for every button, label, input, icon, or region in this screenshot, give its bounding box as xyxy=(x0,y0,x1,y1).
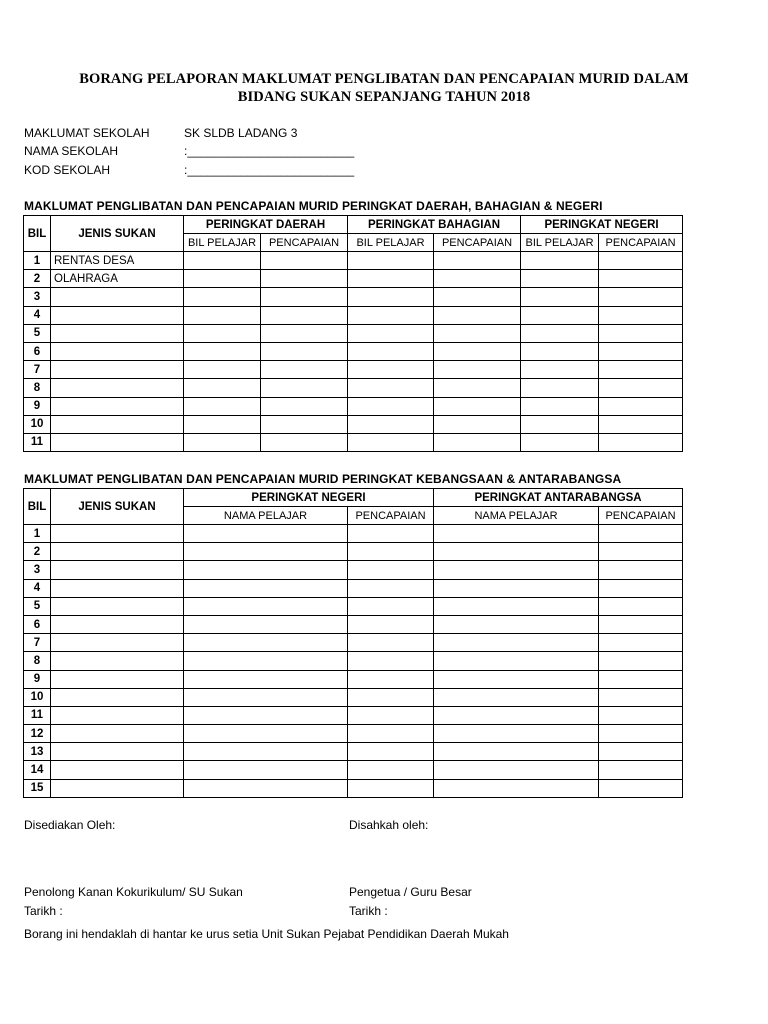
date-right-label: Tarikh : xyxy=(349,904,388,918)
school-name-row xyxy=(24,144,354,158)
table-row xyxy=(24,306,683,324)
entry-cell[interactable] xyxy=(434,270,521,288)
sport-type-cell[interactable] xyxy=(51,288,184,306)
entry-cell[interactable] xyxy=(434,543,599,561)
approved-role: Pengetua / Guru Besar xyxy=(349,885,472,899)
entry-cell[interactable] xyxy=(434,306,521,324)
table-row xyxy=(24,688,683,706)
national-international-table xyxy=(23,488,683,798)
row-number: 7 xyxy=(24,634,51,652)
row-number: 3 xyxy=(24,288,51,306)
entry-cell[interactable] xyxy=(434,361,521,379)
table-row xyxy=(24,652,683,670)
sport-type-cell[interactable] xyxy=(51,652,184,670)
entry-cell[interactable] xyxy=(348,379,434,397)
sport-type-cell[interactable] xyxy=(51,670,184,688)
row-number: 11 xyxy=(24,433,51,451)
table-row xyxy=(24,397,683,415)
entry-cell[interactable] xyxy=(599,761,683,779)
entry-cell[interactable] xyxy=(348,543,434,561)
entry-cell[interactable] xyxy=(599,379,683,397)
row-number: 7 xyxy=(24,361,51,379)
entry-cell[interactable] xyxy=(599,652,683,670)
table-row xyxy=(24,324,683,342)
entry-cell[interactable] xyxy=(184,306,261,324)
entry-cell[interactable] xyxy=(184,433,261,451)
entry-cell[interactable] xyxy=(348,634,434,652)
entry-cell[interactable] xyxy=(261,270,348,288)
row-number: 6 xyxy=(24,342,51,360)
entry-cell[interactable] xyxy=(348,706,434,724)
row-number: 8 xyxy=(24,379,51,397)
sport-type-cell[interactable] xyxy=(51,615,184,633)
entry-cell[interactable] xyxy=(599,270,683,288)
entry-cell[interactable] xyxy=(599,433,683,451)
table-row xyxy=(24,379,683,397)
sport-type-cell[interactable] xyxy=(51,543,184,561)
entry-cell[interactable] xyxy=(434,615,599,633)
entry-cell[interactable] xyxy=(348,306,434,324)
school-name-field[interactable]: :_________________________ xyxy=(184,144,355,158)
entry-cell[interactable] xyxy=(261,288,348,306)
sport-type-cell[interactable] xyxy=(51,525,184,543)
table-row xyxy=(24,761,683,779)
entry-cell[interactable] xyxy=(261,379,348,397)
school-info-label: MAKLUMAT SEKOLAH xyxy=(24,126,150,140)
entry-cell[interactable] xyxy=(599,725,683,743)
entry-cell[interactable] xyxy=(348,579,434,597)
entry-cell[interactable] xyxy=(184,288,261,306)
school-code-row xyxy=(24,163,354,177)
sub-col-header: BIL PELAJAR xyxy=(521,234,599,252)
entry-cell[interactable] xyxy=(599,306,683,324)
entry-cell[interactable] xyxy=(348,615,434,633)
entry-cell[interactable] xyxy=(434,397,521,415)
entry-cell[interactable] xyxy=(599,779,683,797)
col-jenis-sukan-header: JENIS SUKAN xyxy=(51,489,184,525)
entry-cell[interactable] xyxy=(599,688,683,706)
entry-cell[interactable] xyxy=(348,761,434,779)
entry-cell[interactable] xyxy=(348,342,434,360)
entry-cell[interactable] xyxy=(184,743,348,761)
entry-cell[interactable] xyxy=(599,634,683,652)
entry-cell[interactable] xyxy=(521,397,599,415)
group-daerah-header: PERINGKAT DAERAH xyxy=(184,216,348,234)
school-name-label: NAMA SEKOLAH xyxy=(24,144,119,158)
entry-cell[interactable] xyxy=(599,252,683,270)
row-number: 10 xyxy=(24,415,51,433)
entry-cell[interactable] xyxy=(261,342,348,360)
sport-type-cell[interactable] xyxy=(51,361,184,379)
table-row xyxy=(24,743,683,761)
group-bahagian-header: PERINGKAT BAHAGIAN xyxy=(348,216,521,234)
sub-col-header: NAMA PELAJAR xyxy=(184,507,348,525)
sport-type-cell[interactable] xyxy=(51,306,184,324)
sport-type-cell[interactable] xyxy=(51,688,184,706)
group-negeri-header: PERINGKAT NEGERI xyxy=(184,489,434,507)
entry-cell[interactable] xyxy=(434,670,599,688)
row-number: 5 xyxy=(24,597,51,615)
sport-type-cell[interactable] xyxy=(51,379,184,397)
sub-col-header: PENCAPAIAN xyxy=(261,234,348,252)
entry-cell[interactable] xyxy=(261,415,348,433)
entry-cell[interactable] xyxy=(348,670,434,688)
sub-col-header: PENCAPAIAN xyxy=(434,234,521,252)
entry-cell[interactable] xyxy=(434,743,599,761)
entry-cell[interactable] xyxy=(184,688,348,706)
entry-cell[interactable] xyxy=(348,397,434,415)
entry-cell[interactable] xyxy=(184,706,348,724)
row-number: 15 xyxy=(24,779,51,797)
entry-cell[interactable] xyxy=(184,634,348,652)
table-row xyxy=(24,725,683,743)
entry-cell[interactable] xyxy=(184,543,348,561)
table-row xyxy=(24,615,683,633)
table-row xyxy=(24,288,683,306)
entry-cell[interactable] xyxy=(348,725,434,743)
entry-cell[interactable] xyxy=(434,288,521,306)
sport-type-cell[interactable] xyxy=(51,433,184,451)
entry-cell[interactable] xyxy=(184,579,348,597)
table-row xyxy=(24,543,683,561)
entry-cell[interactable] xyxy=(521,324,599,342)
school-code-field[interactable]: :_________________________ xyxy=(184,163,355,177)
row-number: 6 xyxy=(24,615,51,633)
sport-type-cell[interactable] xyxy=(51,561,184,579)
row-number: 4 xyxy=(24,579,51,597)
sport-type-cell[interactable] xyxy=(51,579,184,597)
section2-title: MAKLUMAT PENGLIBATAN DAN PENCAPAIAN MURID PERINGKAT KEBANGSAAN & ANTARABANGSA xyxy=(24,472,622,486)
table-row xyxy=(24,579,683,597)
entry-cell[interactable] xyxy=(434,688,599,706)
sport-type-cell[interactable] xyxy=(51,397,184,415)
row-number: 9 xyxy=(24,670,51,688)
table-row xyxy=(24,433,683,451)
entry-cell[interactable] xyxy=(184,324,261,342)
entry-cell[interactable] xyxy=(599,615,683,633)
sport-type-cell[interactable] xyxy=(51,415,184,433)
sub-col-header: PENCAPAIAN xyxy=(599,234,683,252)
entry-cell[interactable] xyxy=(348,652,434,670)
entry-cell[interactable] xyxy=(521,288,599,306)
entry-cell[interactable] xyxy=(599,579,683,597)
table-row xyxy=(24,252,683,270)
entry-cell[interactable] xyxy=(184,361,261,379)
row-number: 5 xyxy=(24,324,51,342)
entry-cell[interactable] xyxy=(599,543,683,561)
school-info-row xyxy=(24,126,297,140)
row-number: 10 xyxy=(24,688,51,706)
group-negeri-header: PERINGKAT NEGERI xyxy=(521,216,683,234)
entry-cell[interactable] xyxy=(184,342,261,360)
entry-cell[interactable] xyxy=(348,433,434,451)
sub-col-header: BIL PELAJAR xyxy=(184,234,261,252)
entry-cell[interactable] xyxy=(521,415,599,433)
sub-col-header: PENCAPAIAN xyxy=(599,507,683,525)
sport-type-cell[interactable] xyxy=(51,725,184,743)
sport-type-cell[interactable] xyxy=(51,634,184,652)
row-number: 8 xyxy=(24,652,51,670)
entry-cell[interactable] xyxy=(521,433,599,451)
submission-note: Borang ini hendaklah di hantar ke urus setia Unit Sukan Pejabat Pendidikan Daerah Mukah xyxy=(24,927,509,941)
entry-cell[interactable] xyxy=(434,761,599,779)
entry-cell[interactable] xyxy=(521,342,599,360)
table-row xyxy=(24,634,683,652)
entry-cell[interactable] xyxy=(434,379,521,397)
entry-cell[interactable] xyxy=(184,652,348,670)
table-row xyxy=(24,706,683,724)
table-row xyxy=(24,779,683,797)
entry-cell[interactable] xyxy=(434,252,521,270)
sport-type-cell[interactable] xyxy=(51,597,184,615)
entry-cell[interactable] xyxy=(348,743,434,761)
row-number: 2 xyxy=(24,270,51,288)
row-number: 3 xyxy=(24,561,51,579)
entry-cell[interactable] xyxy=(184,670,348,688)
entry-cell[interactable] xyxy=(434,706,599,724)
entry-cell[interactable] xyxy=(434,525,599,543)
table-row xyxy=(24,525,683,543)
row-number: 2 xyxy=(24,543,51,561)
sport-type-cell[interactable]: RENTAS DESA xyxy=(51,252,184,270)
entry-cell[interactable] xyxy=(434,324,521,342)
sub-col-header: PENCAPAIAN xyxy=(348,507,434,525)
entry-cell[interactable] xyxy=(599,706,683,724)
table-row xyxy=(24,670,683,688)
sport-type-cell[interactable] xyxy=(51,779,184,797)
entry-cell[interactable] xyxy=(434,415,521,433)
form-title-line-1: BORANG PELAPORAN MAKLUMAT PENGLIBATAN DAN PENCAPAIAN MURID DALAM xyxy=(79,71,689,87)
table-row xyxy=(24,270,683,288)
entry-cell[interactable] xyxy=(348,597,434,615)
entry-cell[interactable] xyxy=(261,324,348,342)
row-number: 1 xyxy=(24,252,51,270)
entry-cell[interactable] xyxy=(184,270,261,288)
row-number: 14 xyxy=(24,761,51,779)
entry-cell[interactable] xyxy=(521,379,599,397)
entry-cell[interactable] xyxy=(261,397,348,415)
entry-cell[interactable] xyxy=(599,288,683,306)
entry-cell[interactable] xyxy=(521,306,599,324)
entry-cell[interactable] xyxy=(348,324,434,342)
entry-cell[interactable] xyxy=(184,415,261,433)
prepared-role: Penolong Kanan Kokurikulum/ SU Sukan xyxy=(24,885,243,899)
entry-cell[interactable] xyxy=(434,579,599,597)
entry-cell[interactable] xyxy=(434,433,521,451)
entry-cell[interactable] xyxy=(599,342,683,360)
entry-cell[interactable] xyxy=(348,361,434,379)
entry-cell[interactable] xyxy=(261,433,348,451)
entry-cell[interactable] xyxy=(348,415,434,433)
table-row xyxy=(24,361,683,379)
entry-cell[interactable] xyxy=(599,743,683,761)
col-jenis-sukan-header: JENIS SUKAN xyxy=(51,216,184,252)
entry-cell[interactable] xyxy=(261,361,348,379)
entry-cell[interactable] xyxy=(434,652,599,670)
entry-cell[interactable] xyxy=(434,561,599,579)
row-number: 9 xyxy=(24,397,51,415)
entry-cell[interactable] xyxy=(184,397,261,415)
entry-cell[interactable] xyxy=(184,561,348,579)
sub-col-header: BIL PELAJAR xyxy=(348,234,434,252)
entry-cell[interactable] xyxy=(599,561,683,579)
entry-cell[interactable] xyxy=(599,361,683,379)
row-number: 11 xyxy=(24,706,51,724)
entry-cell[interactable] xyxy=(599,597,683,615)
form-title xyxy=(0,70,768,106)
table-row xyxy=(24,415,683,433)
entry-cell[interactable] xyxy=(348,779,434,797)
entry-cell[interactable] xyxy=(348,288,434,306)
row-number: 4 xyxy=(24,306,51,324)
entry-cell[interactable] xyxy=(184,615,348,633)
entry-cell[interactable] xyxy=(348,270,434,288)
table-row xyxy=(24,342,683,360)
col-bil-header: BIL xyxy=(24,489,51,525)
entry-cell[interactable] xyxy=(434,597,599,615)
row-number: 1 xyxy=(24,525,51,543)
sport-type-cell[interactable] xyxy=(51,761,184,779)
sport-type-cell[interactable] xyxy=(51,743,184,761)
entry-cell[interactable] xyxy=(434,342,521,360)
entry-cell[interactable] xyxy=(521,361,599,379)
sport-type-cell[interactable] xyxy=(51,706,184,724)
entry-cell[interactable] xyxy=(348,525,434,543)
school-info-value: SK SLDB LADANG 3 xyxy=(184,126,298,140)
sport-type-cell[interactable]: OLAHRAGA xyxy=(51,270,184,288)
entry-cell[interactable] xyxy=(599,525,683,543)
entry-cell[interactable] xyxy=(434,634,599,652)
prepared-by-label: Disediakan Oleh: xyxy=(24,818,116,832)
entry-cell[interactable] xyxy=(184,779,348,797)
entry-cell[interactable] xyxy=(184,379,261,397)
entry-cell[interactable] xyxy=(599,324,683,342)
entry-cell[interactable] xyxy=(348,252,434,270)
table-row xyxy=(24,597,683,615)
entry-cell[interactable] xyxy=(184,525,348,543)
entry-cell[interactable] xyxy=(184,252,261,270)
sport-type-cell[interactable] xyxy=(51,324,184,342)
entry-cell[interactable] xyxy=(599,415,683,433)
entry-cell[interactable] xyxy=(261,306,348,324)
entry-cell[interactable] xyxy=(521,270,599,288)
section1-title: MAKLUMAT PENGLIBATAN DAN PENCAPAIAN MURID PERINGKAT DAERAH, BAHAGIAN & NEGERI xyxy=(24,199,603,213)
sub-col-header: NAMA PELAJAR xyxy=(434,507,599,525)
approved-by-label: Disahkah oleh: xyxy=(349,818,429,832)
group-antarabangsa-header: PERINGKAT ANTARABANGSA xyxy=(434,489,683,507)
entry-cell[interactable] xyxy=(521,252,599,270)
entry-cell[interactable] xyxy=(348,688,434,706)
entry-cell[interactable] xyxy=(184,597,348,615)
row-number: 12 xyxy=(24,725,51,743)
entry-cell[interactable] xyxy=(184,761,348,779)
table-row xyxy=(24,561,683,579)
row-number: 13 xyxy=(24,743,51,761)
entry-cell[interactable] xyxy=(434,725,599,743)
entry-cell[interactable] xyxy=(599,397,683,415)
date-left-label: Tarikh : xyxy=(24,904,63,918)
entry-cell[interactable] xyxy=(599,670,683,688)
entry-cell[interactable] xyxy=(348,561,434,579)
form-title-line-2: BIDANG SUKAN SEPANJANG TAHUN 2018 xyxy=(237,89,531,105)
district-state-table xyxy=(23,215,683,452)
school-code-label: KOD SEKOLAH xyxy=(24,163,111,177)
entry-cell[interactable] xyxy=(184,725,348,743)
entry-cell[interactable] xyxy=(434,779,599,797)
entry-cell[interactable] xyxy=(261,252,348,270)
col-bil-header: BIL xyxy=(24,216,51,252)
sport-type-cell[interactable] xyxy=(51,342,184,360)
